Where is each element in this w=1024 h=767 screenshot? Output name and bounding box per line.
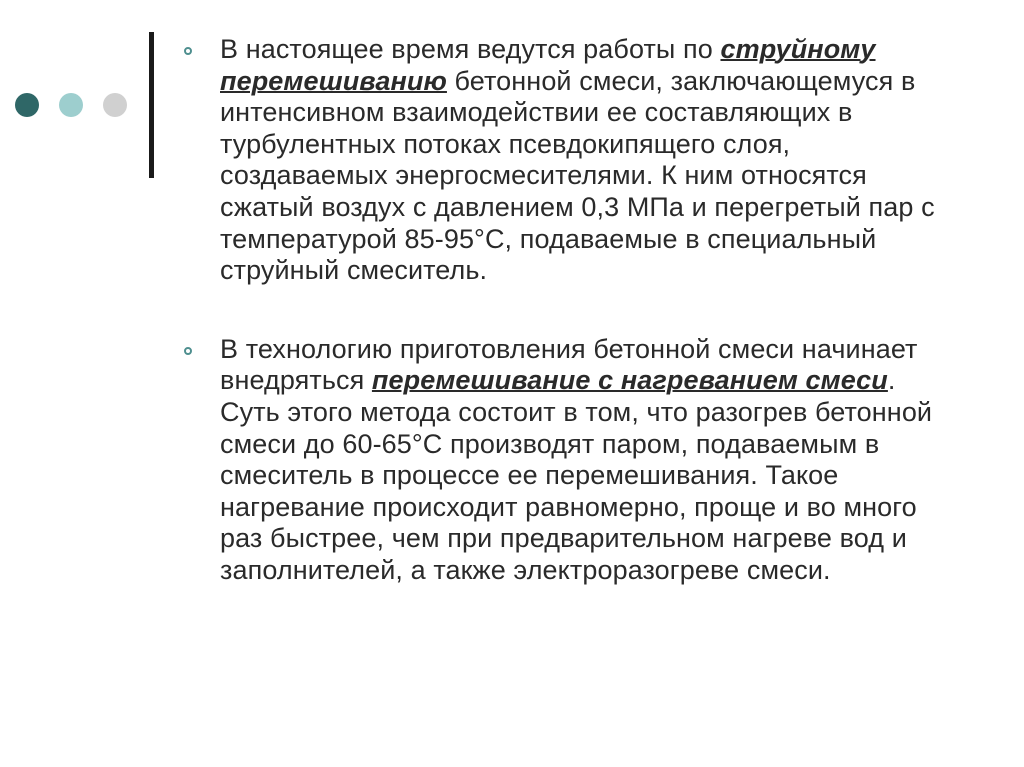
ring-bullet-icon <box>184 47 192 55</box>
paragraph-2-emphasis: перемешивание с нагреванием смеси <box>371 365 888 396</box>
ring-bullet-icon <box>184 347 192 355</box>
paragraph-2-text-end: . Суть этого метода состоит в том, что разогрев бетонной смеси до 60-65°С производят паром, подаваемым в смеситель в процессе ее перемешивания. Такое нагревание происходит равномерно, проще и во много раз быстрее, чем при предварительном нагреве вод и заполнителей, а также электроразогреве смеси. <box>220 365 933 585</box>
bullet-paragraph-1 <box>180 34 960 287</box>
decor-dot-dark <box>15 93 39 117</box>
paragraph-1-text-end: бетонной смеси, заключающемуся в интенсивном взаимодействии ее составляющих в турбулентных потоках псевдокипящего слоя, создаваемых энергосмесителями. К ним относятся сжатый воздух с давлением 0,3 МПа и перегретый пар с температурой 85-95°С, подаваемые в специальный струйный смеситель. <box>220 65 935 286</box>
decor-dot-light <box>59 93 83 117</box>
paragraph-2-text-start: В технологию приготовления бетонной смеси начинает внедряться <box>220 333 918 396</box>
bullet-paragraph-2 <box>180 334 960 587</box>
decor-vertical-line <box>149 32 154 178</box>
slide-body <box>180 34 960 587</box>
decor-dot-gray <box>103 93 127 117</box>
paragraph-1-emphasis: струйному перемешиванию <box>220 34 876 96</box>
paragraph-1-text-start: В настоящее время ведутся работы по <box>220 34 721 64</box>
